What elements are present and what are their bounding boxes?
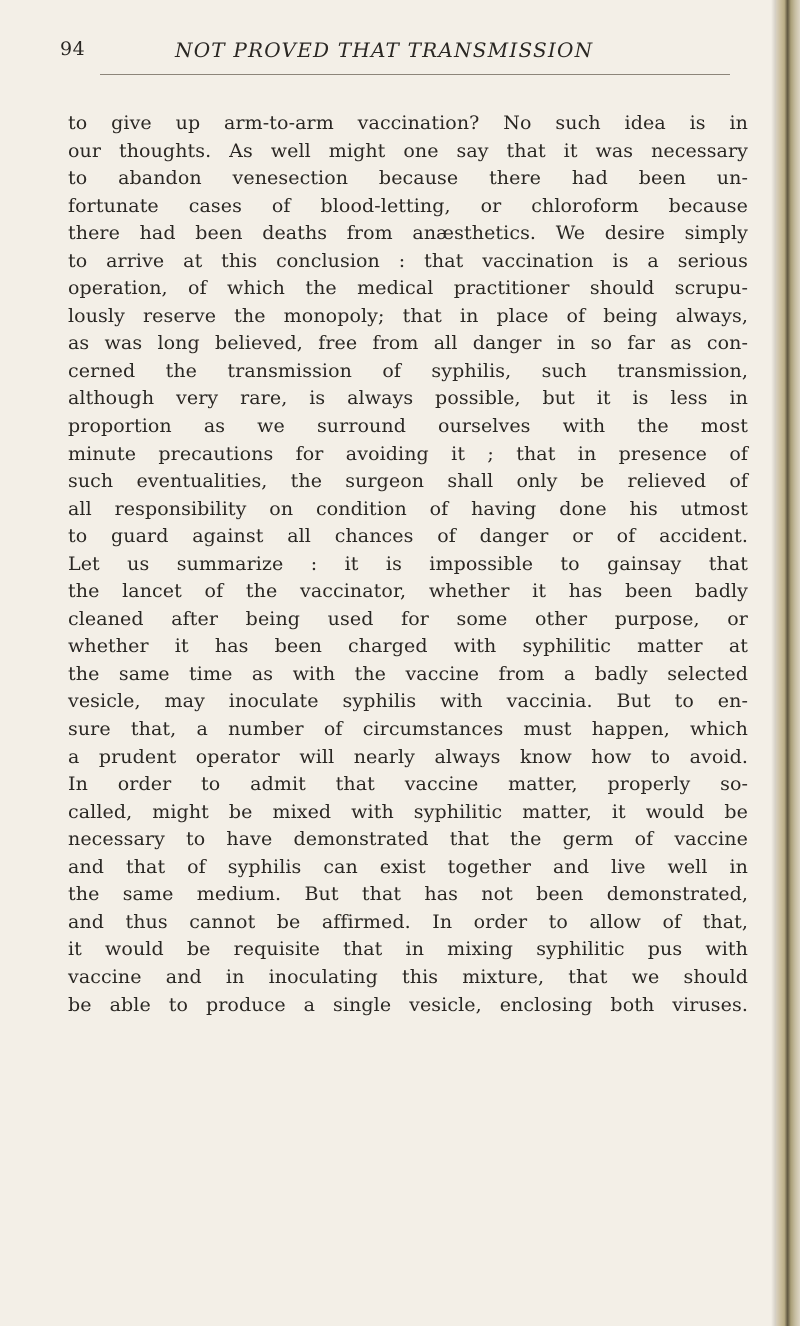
text-line: to give up arm-to-arm vaccination? No such idea is in [68, 112, 748, 134]
text-line: it would be requisite that in mixing syphilitic pus with [68, 938, 748, 961]
text-line: a prudent operator will nearly always know how to avoid. [68, 745, 748, 768]
book-binding-edge [776, 0, 800, 1326]
header-rule [100, 74, 730, 75]
text-line: the same time as with the vaccine from a badly selected [68, 662, 748, 685]
text-line: lously reserve the monopoly; that in place of being always, [68, 304, 748, 327]
text-line: to abandon venesection because there had been un- [68, 167, 748, 190]
text-line: all responsibility on condition of having done his utmost [68, 497, 748, 520]
text-line: proportion as we surround ourselves with the most [68, 415, 748, 438]
text-line: and thus cannot be affirmed. In order to allow of that, [68, 910, 748, 933]
text-line: vesicle, may inoculate syphilis with vaccinia. But to en- [68, 690, 748, 713]
text-line: whether it has been charged with syphilitic matter at [68, 635, 748, 658]
text-line: to guard against all chances of danger or of accident. [68, 525, 748, 548]
text-line: as was long believed, free from all danger in so far as con- [68, 332, 748, 355]
text-line: vaccine and in inoculating this mixture, that we should [68, 965, 748, 988]
text-line: to arrive at this conclusion : that vaccination is a serious [68, 249, 748, 272]
text-line: and that of syphilis can exist together and live well in [68, 855, 748, 878]
text-line: fortunate cases of blood-letting, or chloroform because [68, 194, 748, 217]
text-line: there had been deaths from anæsthetics. We desire simply [68, 222, 748, 245]
body-text [68, 110, 748, 1019]
text-line: such eventualities, the surgeon shall only be relieved of [68, 470, 748, 493]
text-line: be able to produce a single vesicle, enclosing both viruses. [68, 993, 748, 1016]
page-header [60, 38, 750, 68]
text-line: Let us summarize : it is impossible to gainsay that [68, 552, 748, 575]
text-line: cleaned after being used for some other purpose, or [68, 607, 748, 630]
text-line: the lancet of the vaccinator, whether it has been badly [68, 580, 748, 603]
text-line: called, might be mixed with syphilitic matter, it would be [68, 800, 748, 823]
text-line: minute precautions for avoiding it ; that in presence of [68, 442, 748, 465]
running-head: NOT PROVED THAT TRANSMISSION [175, 38, 594, 62]
page-number: 94 [60, 38, 86, 60]
text-line: sure that, a number of circumstances must happen, which [68, 718, 748, 741]
text-line: the same medium. But that has not been demonstrated, [68, 883, 748, 906]
text-line: although very rare, is always possible, but it is less in [68, 387, 748, 410]
text-line: necessary to have demonstrated that the germ of vaccine [68, 828, 748, 851]
text-line: In order to admit that vaccine matter, properly so- [68, 773, 748, 796]
text-line: operation, of which the medical practitioner should scrupu- [68, 277, 748, 300]
text-line: cerned the transmission of syphilis, such transmission, [68, 359, 748, 382]
text-line: our thoughts. As well might one say that it was necessary [68, 139, 748, 162]
